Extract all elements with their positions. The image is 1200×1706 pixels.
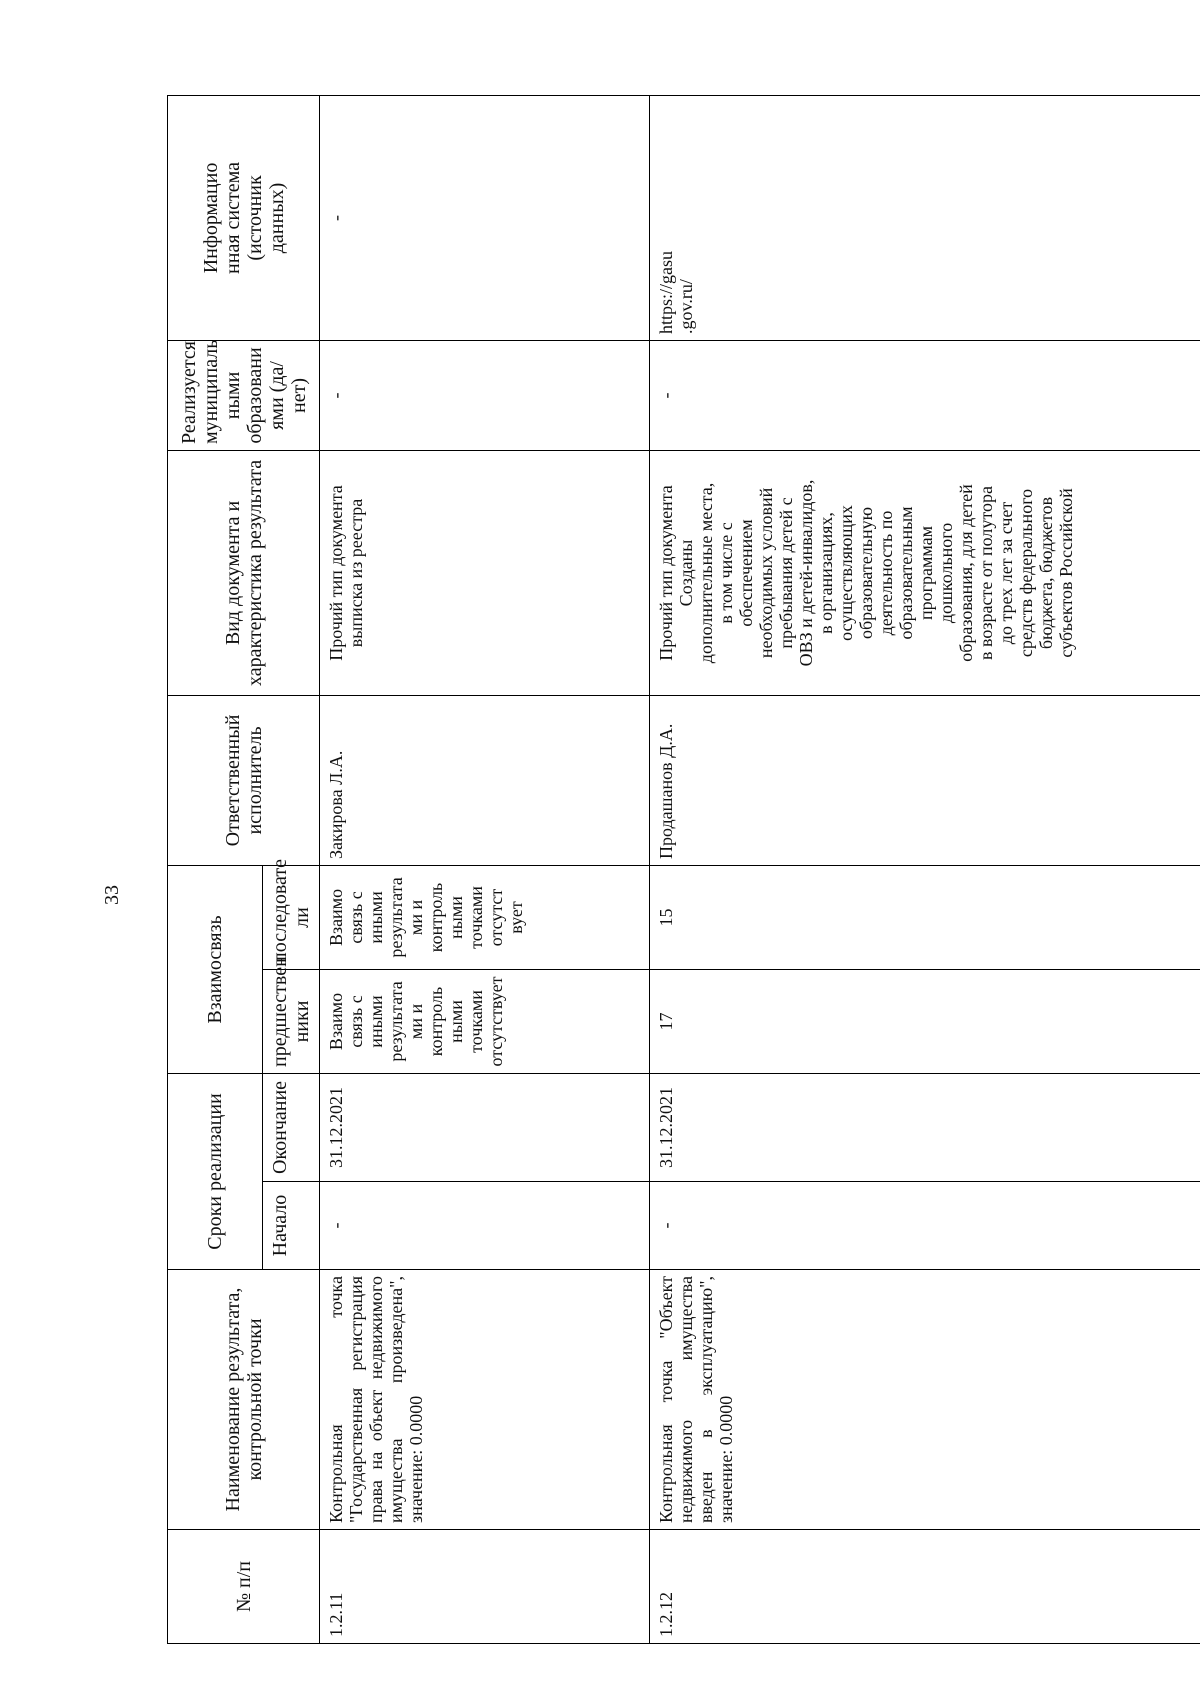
- row-doc-type: Прочий тип документа выписка из реестра: [320, 450, 650, 695]
- header-relation: Взаимосвязь: [168, 865, 263, 1073]
- table-container: [167, 96, 1200, 1644]
- row-successors: Взаимо связь с иными результата ми и контроль ными точками отсутст вует: [320, 865, 650, 969]
- header-doc-type: Вид документа и характеристика результата: [168, 450, 320, 695]
- row-name: Контрольная точка "Государственная регистрация права на объект недвижимого имущества произведена", значение: 0.0000: [320, 1270, 650, 1530]
- row-doc-type: Прочий тип документа Созданы дополнительные места, в том числе с обеспечением необходимых условий пребывания детей с ОВЗ и детей-инвалидов, в организациях, осуществляющих образовательную деятельность по образовательным программам дошкольного образования, для детей в возрасте от полутора до трех лет за счет средств федерального бюджета, бюджетов субъектов Российской: [650, 450, 1200, 695]
- header-start: Начало: [263, 1182, 320, 1270]
- header-successors: последовате ли: [263, 865, 320, 969]
- header-name: Наименование результата, контрольной точки: [168, 1270, 320, 1530]
- row-predecessors: 17: [650, 969, 1200, 1073]
- table-row: [650, 95, 1200, 1643]
- table-row: [320, 95, 650, 1643]
- header-municipal: Реализуется муниципаль ными образовани ями (да/нет): [168, 340, 320, 450]
- header-num: № п/п: [168, 1530, 320, 1644]
- row-num: 1.2.11: [320, 1530, 650, 1644]
- header-terms: Сроки реализации: [168, 1073, 263, 1269]
- row-start: -: [320, 1182, 650, 1270]
- row-municipal: -: [320, 340, 650, 450]
- row-responsible: Закирова Л.А.: [320, 695, 650, 865]
- page-number: 33: [101, 885, 123, 905]
- row-name: Контрольная точка "Объект недвижимого имущества введен в эксплуатацию", значение: 0.0000: [650, 1270, 1200, 1530]
- rotated-page-content: [167, 96, 1200, 1644]
- row-predecessors: Взаимо связь с иными результата ми и контроль ными точками отсутствует: [320, 969, 650, 1073]
- row-responsible: Продашанов Д.А.: [650, 695, 1200, 865]
- row-num: 1.2.12: [650, 1530, 1200, 1644]
- row-end: 31.12.2021: [650, 1073, 1200, 1181]
- header-predecessors: предшествен ники: [263, 969, 320, 1073]
- header-end: Окончание: [263, 1073, 320, 1181]
- row-successors: 15: [650, 865, 1200, 969]
- header-info-system: Информацио нная система (источник данных): [168, 95, 320, 340]
- header-row-1: [168, 95, 263, 1643]
- row-info-system: https://gasu .gov.ru/: [650, 95, 1200, 340]
- row-municipal: -: [650, 340, 1200, 450]
- row-end: 31.12.2021: [320, 1073, 650, 1181]
- row-start: -: [650, 1182, 1200, 1270]
- header-responsible: Ответственный исполнитель: [168, 695, 320, 865]
- plan-table: [167, 95, 1200, 1644]
- row-info-system: -: [320, 95, 650, 340]
